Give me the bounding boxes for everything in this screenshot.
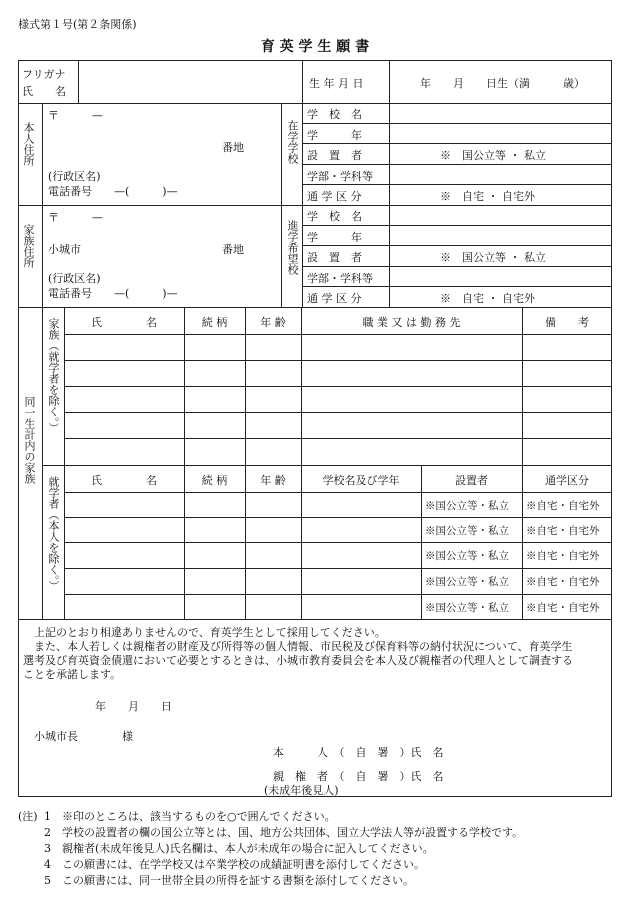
notes-label: (注) xyxy=(18,810,38,823)
student-row-5-founder: ※国公立等・私立 xyxy=(425,602,509,614)
current-school-commute-label: 通 学 区 分 xyxy=(307,190,362,203)
target-school-commute-value: ※ 自宅 ・ 自宅外 xyxy=(440,292,535,305)
current-school-dept-label: 学部・学科等 xyxy=(307,170,373,183)
target-school-name-label: 学 校 名 xyxy=(307,210,362,223)
declaration-date: 年 月 日 xyxy=(95,700,172,713)
family-ward: (行政区名) xyxy=(48,272,101,285)
student-row-3-commute: ※自宅・自宅外 xyxy=(526,550,600,562)
student-header-name: 氏 名 xyxy=(91,474,157,487)
declaration-line-4: ことを承諾します。 xyxy=(23,668,122,681)
family-phone: 電話番号 —( )— xyxy=(48,287,178,300)
declaration-line-1: 上記のとおり相違ありませんので、育英学生として採用してください。 xyxy=(34,626,386,639)
current-school-label: 在学学校 xyxy=(286,120,299,164)
student-header-relation: 続 柄 xyxy=(201,474,228,487)
signer-self: 本 人 （ 自 署 ）氏 名 xyxy=(273,746,444,759)
signer-guardian: 親 権 者 （ 自 署 ）氏 名 xyxy=(273,770,444,783)
target-school-commute-label: 通 学 区 分 xyxy=(307,292,362,305)
applicant-address-label: 本人住所 xyxy=(22,122,35,166)
student-header-school: 学校名及び学年 xyxy=(322,474,400,487)
family-section-label: 家族（就学者を除く。） xyxy=(47,318,60,434)
household-label: 同一生計内の家族 xyxy=(23,396,36,484)
family-header-remarks: 備 考 xyxy=(545,316,589,329)
student-row-2-founder: ※国公立等・私立 xyxy=(425,525,509,537)
family-header-age: 年 齢 xyxy=(260,316,286,329)
name-label: 氏 名 xyxy=(22,85,66,98)
current-school-name-label: 学 校 名 xyxy=(307,108,362,121)
birthdate-label: 生 年 月 日 xyxy=(309,77,364,90)
family-header-relation: 続 柄 xyxy=(201,316,228,329)
note-item-4: 4 この願書には、在学学校又は卒業学校の成績証明書を添付してください。 xyxy=(44,858,425,871)
student-row-5-commute: ※自宅・自宅外 xyxy=(526,602,600,614)
declaration-line-3: 選考及び育英資金債還において必要とするときは、小城市教育委員会を本人及び親権者の代理人として調査する xyxy=(23,654,573,667)
student-header-age: 年 齢 xyxy=(260,474,286,487)
family-banchi: 番地 xyxy=(222,243,244,256)
declaration-line-2: また、本人若しくは親権者の財産及び所得等の個人情報、市民税及び保育料等の納付状況について、育英学生 xyxy=(34,640,573,653)
student-row-3-founder: ※国公立等・私立 xyxy=(425,550,509,562)
furigana-label: フリガナ xyxy=(22,68,66,81)
note-item-5: 5 この願書には、同一世帯全員の所得を証する書類を添付してください。 xyxy=(44,874,414,887)
applicant-ward: (行政区名) xyxy=(48,170,101,183)
birthdate-value: 年 月 日生（満 歳） xyxy=(420,77,585,90)
student-row-1-founder: ※国公立等・私立 xyxy=(425,500,509,512)
target-school-grade-label: 学 年 xyxy=(307,231,362,244)
applicant-banchi: 番地 xyxy=(222,141,244,154)
target-school-dept-label: 学部・学科等 xyxy=(307,272,373,285)
family-address-label: 家族住所 xyxy=(22,224,35,268)
family-postal: 〒 — xyxy=(48,211,103,224)
student-row-2-commute: ※自宅・自宅外 xyxy=(526,525,600,537)
current-school-grade-label: 学 年 xyxy=(307,129,362,142)
note-item-1: 1 ※印のところは、該当するものを○で囲んでください。 xyxy=(44,810,336,823)
student-header-commute: 通学区分 xyxy=(545,474,589,487)
current-school-commute-value: ※ 自宅 ・ 自宅外 xyxy=(440,190,535,203)
student-row-4-founder: ※国公立等・私立 xyxy=(425,576,509,588)
family-city: 小城市 xyxy=(48,243,81,256)
student-row-4-commute: ※自宅・自宅外 xyxy=(526,576,600,588)
student-header-founder: 設置者 xyxy=(455,474,488,487)
declaration-addressee: 小城市長 様 xyxy=(34,730,133,743)
current-school-founder-label: 設 置 者 xyxy=(307,149,362,162)
applicant-postal: 〒 — xyxy=(48,109,103,122)
students-section-label: 就学者（本人を除く。） xyxy=(47,476,60,592)
note-item-2: 2 学校の設置者の欄の国公立等とは、国、地方公共団体、国立大学法人等が設置する学校です。 xyxy=(44,826,524,839)
note-item-3: 3 親権者(未成年後見人)氏名欄は、本人が未成年の場合に記入してください。 xyxy=(44,842,434,855)
target-school-founder-value: ※ 国公立等 ・ 私立 xyxy=(440,251,546,264)
family-header-name: 氏 名 xyxy=(91,316,157,329)
target-school-founder-label: 設 置 者 xyxy=(307,251,362,264)
form-number: 様式第１号(第２条関係) xyxy=(18,18,137,31)
page-title: 育 英 学 生 願 書 xyxy=(260,39,370,55)
family-header-occupation: 職 業 又 は 勤 務 先 xyxy=(362,316,461,329)
guardian-note: (未成年後見人) xyxy=(264,784,339,797)
current-school-founder-value: ※ 国公立等 ・ 私立 xyxy=(440,149,546,162)
target-school-label: 進学希望校 xyxy=(286,220,299,275)
applicant-phone: 電話番号 —( )— xyxy=(48,185,178,198)
student-row-1-commute: ※自宅・自宅外 xyxy=(526,500,600,512)
